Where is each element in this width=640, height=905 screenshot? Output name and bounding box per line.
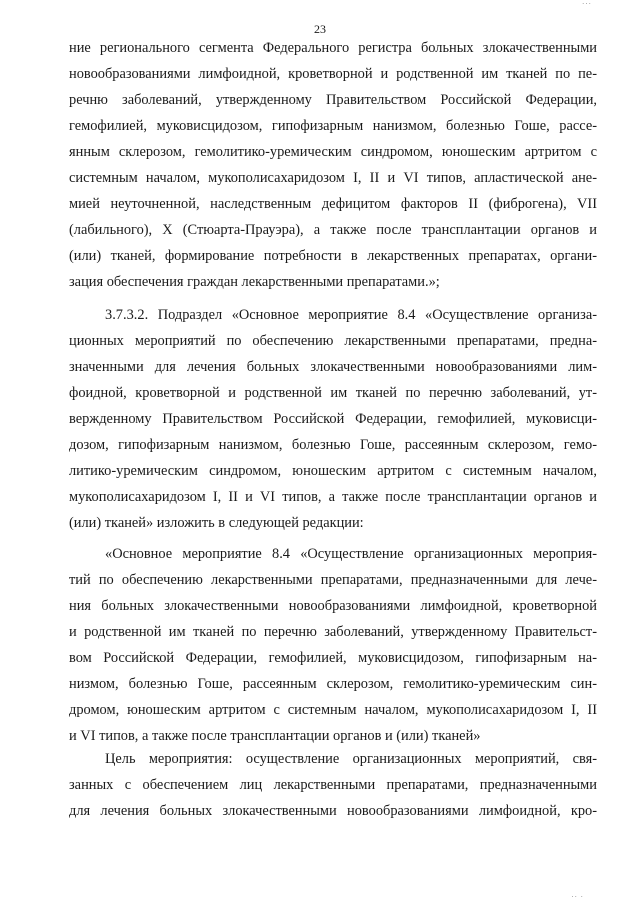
text-line: литико-уремическим синдромом, юношеским артритом с системным началом, [69,463,597,479]
text-line: вержденному Правительством Российской Федерации, гемофилией, муковисци- [69,411,597,427]
text-line: и VI типов, а также после трансплантации органов и (или) тканей» [69,728,481,744]
text-line: низмом, болезнью Гоше, рассеянным склерозом, гемолитико-уремическим син- [69,676,597,692]
text-line: для лечения больных злокачественными новообразованиями лимфоидной, кро- [69,803,597,819]
text-line: гемофилией, муковисцидозом, гипофизарным нанизмом, болезнью Гоше, рассе- [69,118,597,134]
text-line: ние регионального сегмента Федерального регистра больных злокачественными [69,40,597,56]
text-line: дозом, гипофизарным нанизмом, болезнью Гоше, рассеянным склерозом, гемо- [69,437,597,453]
paragraph-2 [69,302,597,536]
text-line: «Основное мероприятие 8.4 «Осуществление организационных мероприя- [105,546,597,562]
text-line: (или) тканей» изложить в следующей редакции: [69,515,364,531]
text-line: новообразованиями лимфоидной, кроветворной и родственной им тканей по пе- [69,66,597,82]
text-line: ционных мероприятий по обеспечению лекарственными препаратами, предна- [69,333,597,349]
text-line: (или) тканей, формирование потребности в лекарственных препаратах, органи- [69,248,597,264]
paragraph-1 [69,35,597,295]
scan-mark-top: ··· [582,0,592,8]
text-line: зация обеспечения граждан лекарственными препаратами.»; [69,274,440,290]
text-line: дромом, юношеским артритом с системным началом, мукополисахаридозом I, II [69,702,597,718]
text-line: фоидной, кроветворной и родственной им тканей по перечню заболеваний, ут- [69,385,597,401]
text-line: системным началом, мукополисахаридозом I, II и VI типов, апластической ане- [69,170,597,186]
text-line: Цель мероприятия: осуществление организационных мероприятий, свя- [105,751,597,767]
paragraph-3 [69,541,597,749]
text-line: (лабильного), X (Стюарта-Прауэра), а также после трансплантации органов и [69,222,597,238]
text-line: занных с обеспечением лиц лекарственными препаратами, предназначенными [69,777,597,793]
text-line: янным склерозом, гемолитико-уремическим синдромом, юношеским артритом с [69,144,597,160]
text-line: значенными для лечения больных злокачественными новообразованиями лим- [69,359,597,375]
scan-mark-bottom: ·· · [571,893,584,901]
text-line: ния больных злокачественными новообразованиями лимфоидной, кроветворной [69,598,597,614]
page-number: 23 [314,22,326,36]
text-line: тий по обеспечению лекарственными препаратами, предназначенными для лече- [69,572,597,588]
text-line: мией неуточненной, наследственным дефицитом факторов II (фиброгена), VII [69,196,597,212]
text-line: и родственной им тканей по перечню заболеваний, утвержденному Правительст- [69,624,597,640]
text-line: речню заболеваний, утвержденному Правительством Российской Федерации, [69,92,597,108]
paragraph-4 [69,746,597,824]
text-line: вом Российской Федерации, гемофилией, муковисцидозом, гипофизарным на- [69,650,597,666]
text-line: 3.7.3.2. Подраздел «Основное мероприятие 8.4 «Осуществление организа- [105,307,597,323]
text-line: мукополисахаридозом I, II и VI типов, а также после трансплантации органов и [69,489,597,505]
